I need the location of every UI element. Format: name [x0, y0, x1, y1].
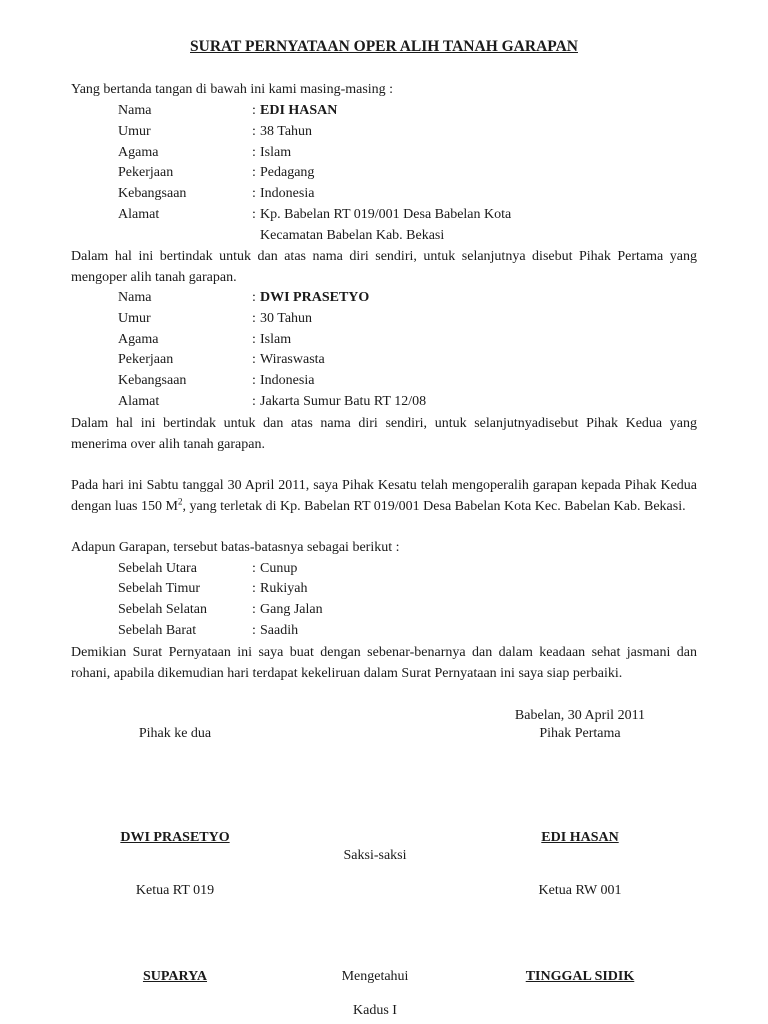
boundary-label: Sebelah Barat: [118, 623, 197, 638]
rw-name: TINGGAL SIDIK: [525, 969, 635, 984]
field-colon: :: [252, 623, 256, 638]
field-colon: :: [252, 290, 256, 305]
field-label: Nama: [118, 103, 152, 118]
field-label: Kebangsaan: [118, 186, 187, 201]
boundary-value: Cunup: [260, 561, 298, 576]
transfer-text-before: Pada hari ini Sabtu tanggal 30 April 2011, saya Pihak Kesatu telah mengoperalih garapan kepada Pihak Kedua dengan luas 150 M: [71, 478, 697, 514]
field-label: Nama: [118, 290, 152, 305]
field-value: Indonesia: [260, 373, 315, 388]
field-colon: :: [252, 394, 256, 409]
field-value: Jakarta Sumur Batu RT 12/08: [260, 394, 427, 409]
field-value: Kp. Babelan RT 019/001 Desa Babelan Kota: [260, 207, 512, 222]
field-colon: :: [252, 332, 256, 347]
pihak-kedua-statement: Dalam hal ini bertindak untuk dan atas nama diri sendiri, untuk selanjutnyadisebut Pihak Kedua yang menerima over alih tanah garapan.: [71, 416, 697, 452]
field-colon: :: [252, 186, 256, 201]
pihak-pertama-statement: Dalam hal ini bertindak untuk dan atas nama diri sendiri, untuk selanjutnya disebut Pihak Pertama yang mengoper alih tanah garapan.: [71, 249, 697, 285]
mengetahui-label: Mengetahui: [341, 969, 409, 984]
field-label: Agama: [118, 332, 159, 347]
field-colon: :: [252, 352, 256, 367]
boundary-label: Sebelah Selatan: [118, 602, 208, 617]
boundary-label: Sebelah Timur: [118, 581, 201, 596]
field-colon: :: [252, 373, 256, 388]
field-value: Islam: [260, 145, 292, 160]
pihak-kedua-label: Pihak ke dua: [138, 726, 212, 741]
field-colon: :: [252, 581, 256, 596]
field-value: Islam: [260, 332, 292, 347]
field-label: Pekerjaan: [118, 352, 174, 367]
area-unit-superscript: 2: [177, 496, 183, 507]
intro-text: Yang bertanda tangan di bawah ini kami masing-masing :: [71, 82, 394, 97]
document-title: SURAT PERNYATAAN OPER ALIH TANAH GARAPAN: [190, 38, 578, 55]
rt-label: Ketua RT 019: [135, 883, 215, 898]
field-label: Umur: [118, 311, 151, 326]
boundary-value: Saadih: [260, 623, 299, 638]
field-value: Wiraswasta: [260, 352, 325, 367]
field-colon: :: [252, 561, 256, 576]
field-colon: :: [252, 207, 256, 222]
field-value: Indonesia: [260, 186, 315, 201]
field-label: Alamat: [118, 207, 160, 222]
field-colon: :: [252, 124, 256, 139]
pihak-kedua-name: DWI PRASETYO: [120, 830, 230, 845]
field-label: Alamat: [118, 394, 160, 409]
field-colon: :: [252, 311, 256, 326]
field-label: Umur: [118, 124, 151, 139]
boundary-label: Sebelah Utara: [118, 561, 197, 576]
field-value: Pedagang: [260, 165, 315, 180]
boundary-value: Rukiyah: [260, 581, 308, 596]
saksi-label: Saksi-saksi: [343, 848, 407, 863]
field-value: 30 Tahun: [260, 311, 313, 326]
field-label: Pekerjaan: [118, 165, 174, 180]
field-colon: :: [252, 602, 256, 617]
field-label: Agama: [118, 145, 159, 160]
transfer-text-after: , yang terletak di Kp. Babelan RT 019/001 Desa Babelan Kota Kec. Babelan Kab. Bekasi.: [182, 499, 686, 514]
rt-name: SUPARYA: [142, 969, 208, 984]
field-colon: :: [252, 165, 256, 180]
place-date: Babelan, 30 April 2011: [514, 708, 646, 723]
boundaries-intro: Adapun Garapan, tersebut batas-batasnya sebagai berikut :: [71, 540, 400, 555]
rw-label: Ketua RW 001: [538, 883, 622, 898]
field-value: EDI HASAN: [260, 103, 338, 118]
field-colon: :: [252, 103, 256, 118]
pihak-pertama-label: Pihak Pertama: [539, 726, 621, 741]
transfer-paragraph: [71, 475, 697, 517]
pihak-pertama-name: EDI HASAN: [541, 830, 619, 845]
kadus-label: Kadus I: [353, 1003, 397, 1018]
field-value: 38 Tahun: [260, 124, 313, 139]
field-value: DWI PRASETYO: [260, 290, 370, 305]
field-colon: :: [252, 145, 256, 160]
closing-paragraph: Demikian Surat Pernyataan ini saya buat dengan sebenar-benarnya dan dalam keadaan sehat jasmani dan rohani, apabila dikemudian hari terdapat kekeliruan dalam Surat Pernyataan ini saya siap perbaiki.: [71, 645, 697, 681]
address-line-2: Kecamatan Babelan Kab. Bekasi: [260, 228, 445, 243]
field-label: Kebangsaan: [118, 373, 187, 388]
boundary-value: Gang Jalan: [260, 602, 323, 617]
